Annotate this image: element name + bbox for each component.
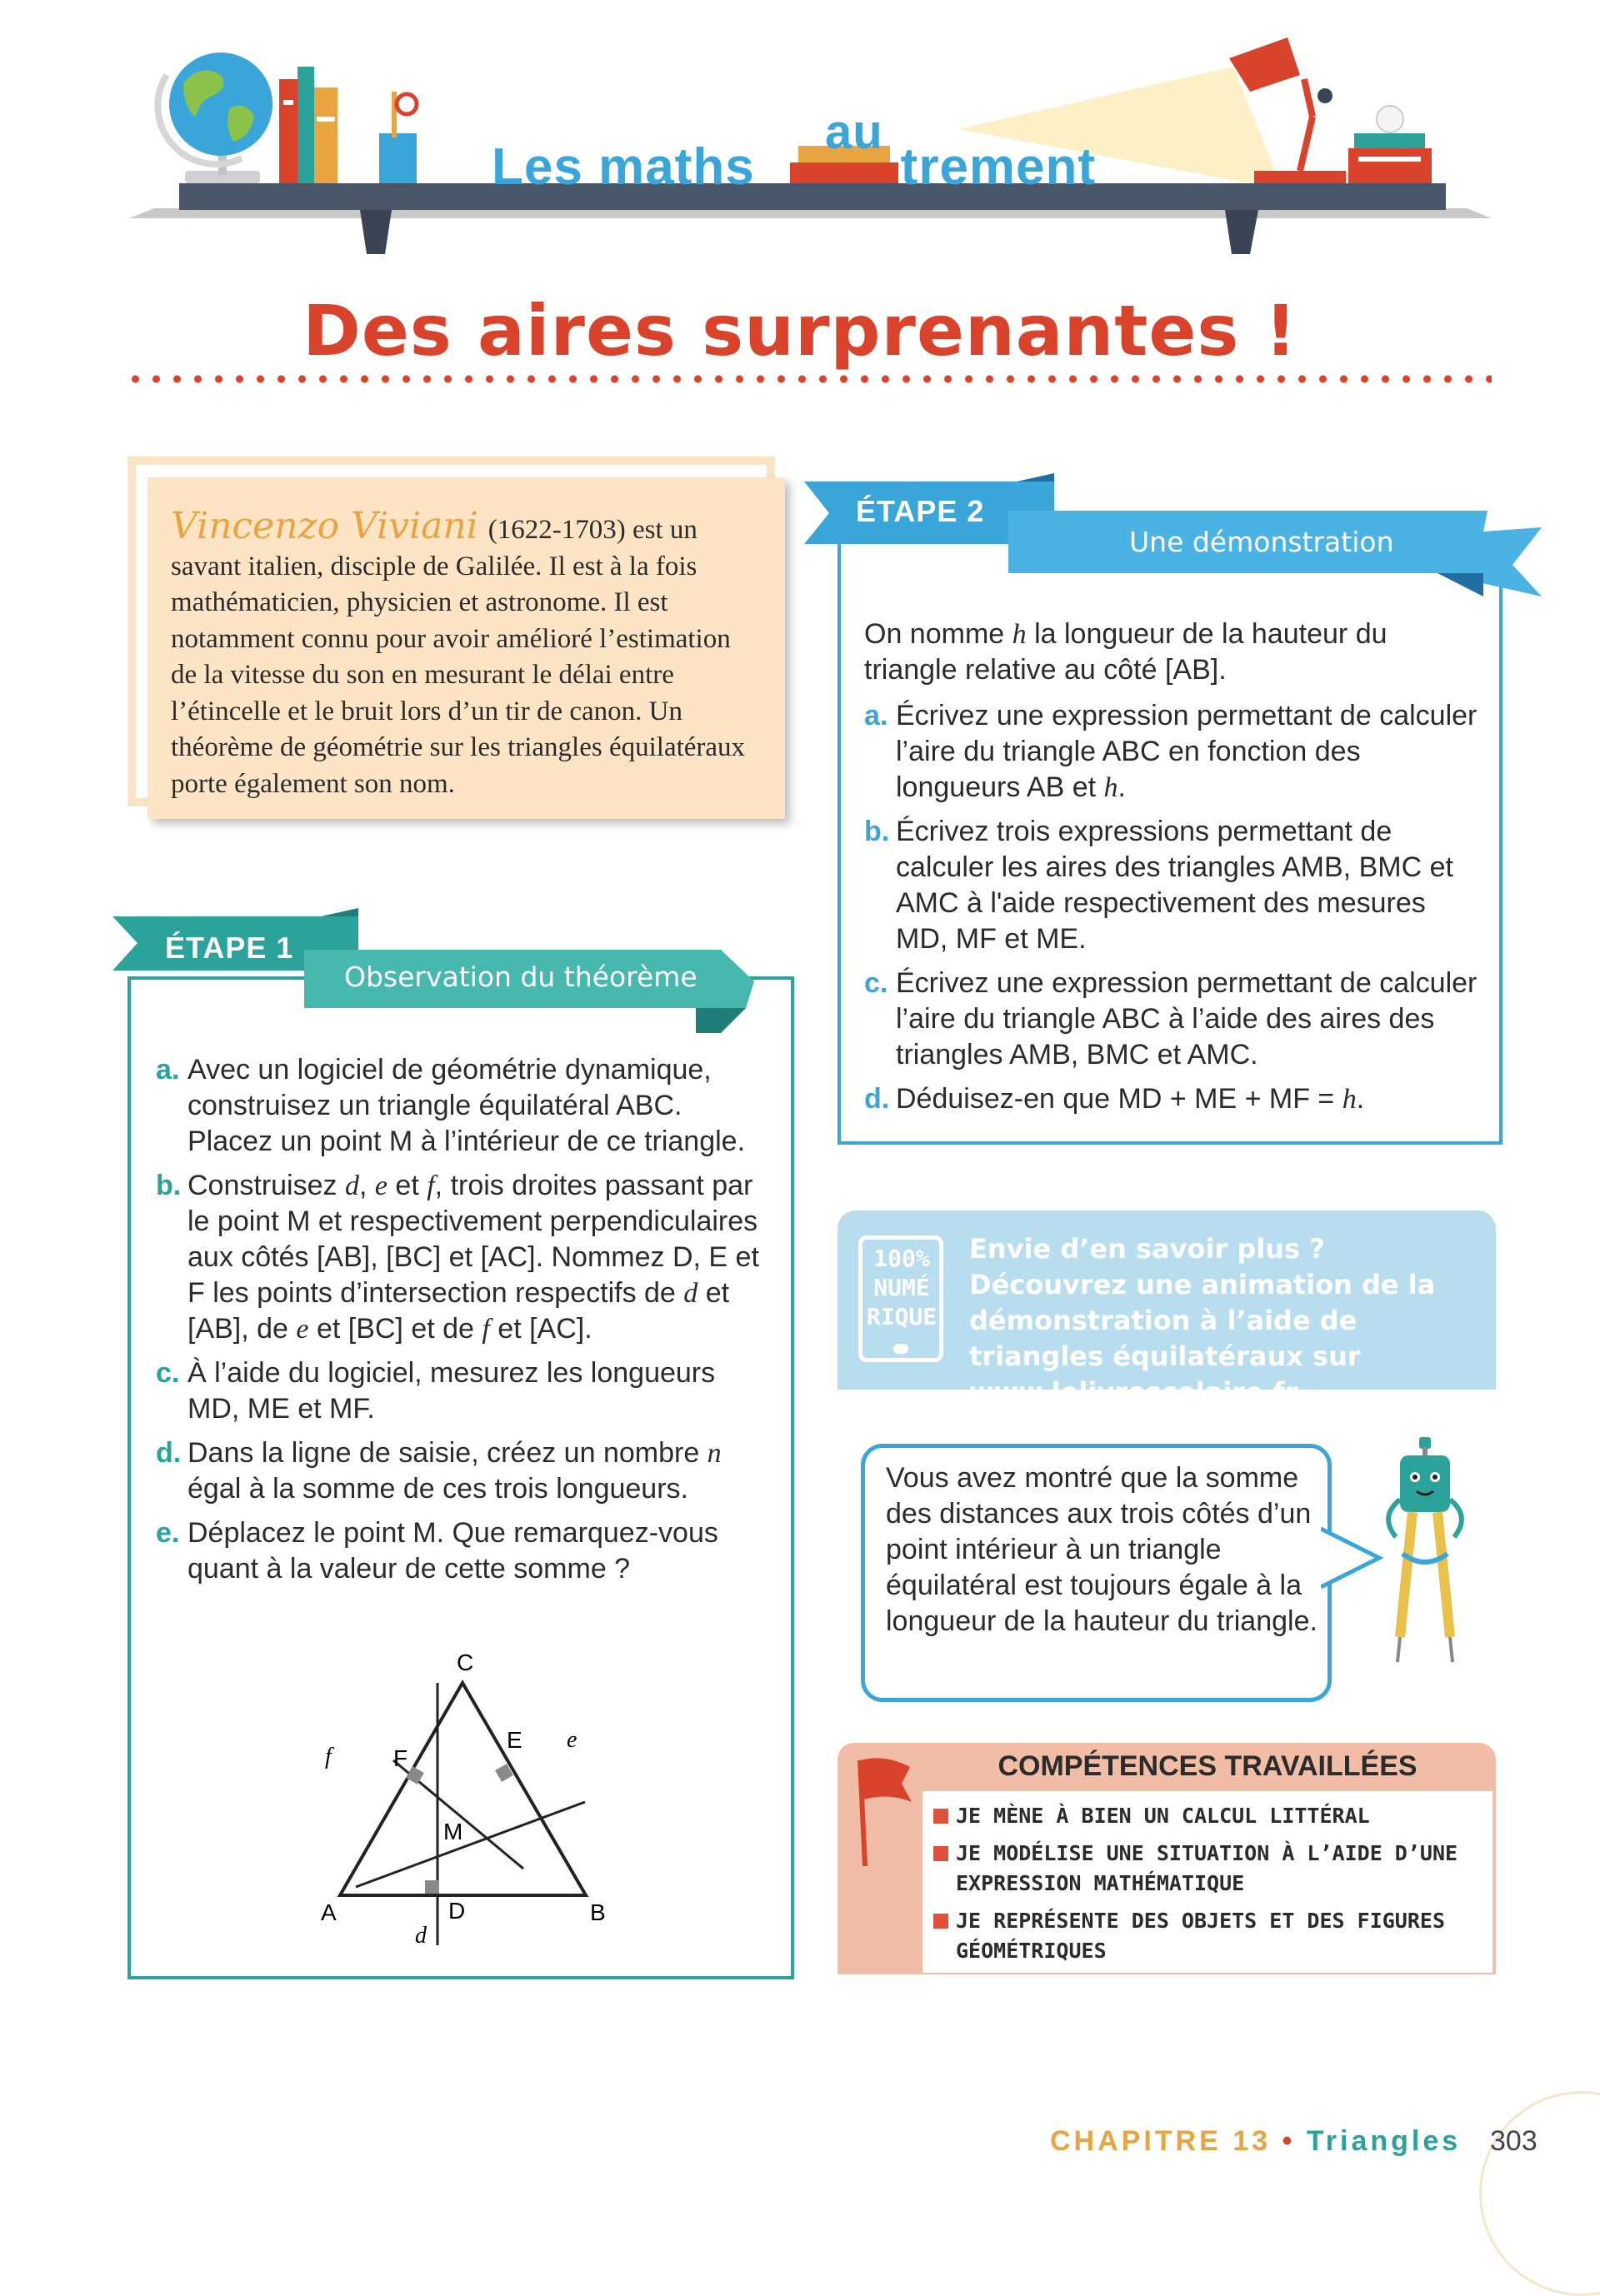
bio-name: Vincenzo Viviani [171, 505, 478, 547]
task-letter: c. [864, 967, 888, 999]
task-item [156, 1355, 772, 1427]
task-text: . [1356, 1083, 1365, 1115]
task-var: d [683, 1278, 698, 1309]
etape1-label: ÉTAPE 1 [165, 931, 294, 965]
task-var: e [296, 1314, 309, 1345]
bullet-square-icon [933, 1914, 948, 1929]
task-item [864, 698, 1481, 806]
bio-description: (1622-1703) est un savant italien, disciple de Galilée. Il est à la fois mathématicien, physicien et astronome. Il est notamment connu pour avoir amélioré l’estimation de la vitesse du son en mesurant le délai entre l’étincelle et le bruit lors d’un tir de canon. Un théorème de géométrie sur les triangles équilatéraux porte également son nom. [171, 515, 746, 799]
task-item [156, 1435, 772, 1507]
task-text: et [AB], de [188, 1277, 730, 1345]
numerique-icon-text [862, 1244, 942, 1331]
competence-text: JE REPRÉSENTE DES OBJETS ET DES FIGURES GÉOMÉTRIQUES [956, 1909, 1445, 1963]
competence-text: JE MODÉLISE UNE SITUATION À L’AIDE D’UNE EXPRESSION MATHÉMATIQUE [956, 1841, 1458, 1895]
etape2-task-list [864, 698, 1481, 1126]
task-letter: a. [864, 700, 888, 731]
books-right-icon [1348, 106, 1432, 183]
task-letter: a. [156, 1054, 180, 1086]
task-text: et [AC]. [489, 1313, 592, 1345]
point-a-label: A [321, 1899, 337, 1925]
intro-text: On nomme [864, 618, 1012, 650]
task-letter: e. [156, 1517, 180, 1549]
task-var: f [482, 1314, 490, 1345]
triangle-figure [308, 1645, 625, 1954]
etape2-label: ÉTAPE 2 [856, 494, 985, 528]
competence-item [933, 1801, 1483, 1831]
numerique-link-text[interactable]: Envie d’en savoir plus ? Découvrez une animation de la démonstration à l’aide de triangles équilatéraux sur www.lelivrescolaire.fr. [969, 1233, 1436, 1408]
etape1-task-list [156, 1052, 772, 1595]
task-var: h [1103, 772, 1118, 803]
page-title: Des aires surprenantes ! [302, 290, 1298, 372]
page-number: 303 [1490, 2125, 1538, 2157]
speech-bubble-tail [1321, 1525, 1388, 1591]
icon-line: 100% [873, 1245, 930, 1272]
task-text: Déplacez le point M. Que remarquez-vous quant à la valeur de cette somme ? [188, 1517, 718, 1585]
competence-item [933, 1906, 1483, 1966]
chapter-bullet: • [1282, 2125, 1296, 2157]
books-left-icon [279, 67, 338, 183]
flag-icon [850, 1754, 921, 1870]
intro-var: h [1012, 619, 1027, 650]
task-item [156, 1052, 772, 1160]
task-text: Écrivez une expression permettant de calculer l’aire du triangle ABC en fonction des longueurs AB et [896, 700, 1478, 803]
task-text: , trois droites passant par le point M et respectivement perpendiculaires aux côtés [AB], [BC] et [AC]. Nommez D, E et F les points d’intersection respectifs de [188, 1170, 759, 1309]
intro-text: la longueur de la hauteur du triangle relative au côté [AB]. [864, 618, 1388, 686]
shelf-bracket-left [360, 210, 392, 254]
speech-bubble-text: Vous avez montré que la somme des distances aux trois côtés d’un point intérieur à un triangle équilatéral est toujours égale à la longueur de la hauteur du triangle. [886, 1462, 1318, 1637]
task-text: et [387, 1170, 428, 1201]
task-text: Dans la ligne de saisie, créez un nombre [188, 1437, 708, 1469]
point-b-label: B [590, 1899, 606, 1925]
line-e [356, 1802, 585, 1887]
right-angle-d [425, 1880, 438, 1894]
task-text: et [BC] et de [308, 1313, 482, 1345]
task-var: n [707, 1438, 722, 1469]
competence-text: JE MÈNE À BIEN UN CALCUL LITTÉRAL [956, 1804, 1370, 1828]
task-letter: b. [864, 816, 890, 847]
task-text: Avec un logiciel de géométrie dynamique, construisez un triangle équilatéral ABC. Placez un point M à l’intérieur de ce triangle. [188, 1054, 746, 1157]
line-f-label: f [325, 1744, 332, 1769]
competences-title: COMPÉTENCES TRAVAILLÉES [998, 1750, 1418, 1782]
point-e-label: E [507, 1727, 522, 1753]
task-text: . [1118, 771, 1126, 803]
point-f-label: F [393, 1745, 408, 1771]
task-var: h [1342, 1084, 1357, 1115]
task-text: Construisez [188, 1170, 345, 1201]
task-item [864, 1081, 1481, 1117]
line-d-label: d [415, 1923, 427, 1949]
footer-decoration [1479, 2091, 1600, 2296]
point-c-label: C [457, 1650, 474, 1675]
task-var: f [427, 1170, 435, 1201]
point-m-label: M [443, 1819, 463, 1844]
icon-line: NUMÉ [873, 1274, 930, 1301]
right-angle-f [406, 1766, 424, 1784]
competence-item [933, 1839, 1483, 1899]
title-dotted-underline [125, 375, 1492, 383]
task-text: À l’aide du logiciel, mesurez les longueurs MD, ME et MF. [188, 1357, 716, 1425]
task-letter: d. [864, 1083, 890, 1115]
footer-chapter [1050, 2125, 1461, 2158]
bio-text [171, 505, 754, 802]
task-text: Déduisez-en que MD + ME + MF = [896, 1083, 1342, 1115]
etape2-intro [864, 616, 1481, 688]
chapter-number: CHAPITRE 13 [1050, 2125, 1272, 2157]
bullet-square-icon [933, 1846, 948, 1861]
task-letter: d. [156, 1437, 182, 1469]
task-item [864, 814, 1481, 957]
banner-title-main: Les maths trement [492, 138, 1097, 196]
bullet-square-icon [933, 1809, 948, 1824]
globe-icon [158, 52, 272, 183]
task-text: Écrivez une expression permettant de calculer l’aire du triangle ABC à l’aide des aires des triangles AMB, BMC et AMC. [896, 967, 1478, 1071]
etape2-subtitle: Une démonstration [1129, 526, 1394, 558]
task-item [156, 1515, 772, 1587]
competences-list [933, 1801, 1483, 1974]
phone-button-icon [893, 1344, 908, 1354]
task-letter: c. [156, 1357, 180, 1389]
task-var: e [374, 1170, 388, 1201]
task-text: égal à la somme de ces trois longueurs. [188, 1473, 688, 1505]
task-text: , [358, 1170, 375, 1201]
shelf-bracket-right [1225, 210, 1258, 254]
compass-mascot-icon [1379, 1437, 1471, 1666]
icon-line: RIQUE [866, 1303, 938, 1330]
task-item [156, 1168, 772, 1347]
point-d-label: D [448, 1898, 466, 1924]
chapter-name: Triangles [1306, 2125, 1462, 2157]
triangle-abc [340, 1683, 586, 1895]
line-e-label: e [567, 1727, 578, 1753]
banner-title-au: au [825, 105, 883, 159]
etape1-subtitle: Observation du théorème [344, 961, 698, 993]
pencil-cup-icon [379, 92, 417, 183]
task-letter: b. [156, 1170, 182, 1201]
task-text: Écrivez trois expressions permettant de calculer les aires des triangles AMB, BMC et AMC à l'aide respectivement des mesures MD, MF et ME. [896, 816, 1453, 955]
task-var: d [344, 1170, 359, 1201]
task-item [864, 966, 1481, 1073]
